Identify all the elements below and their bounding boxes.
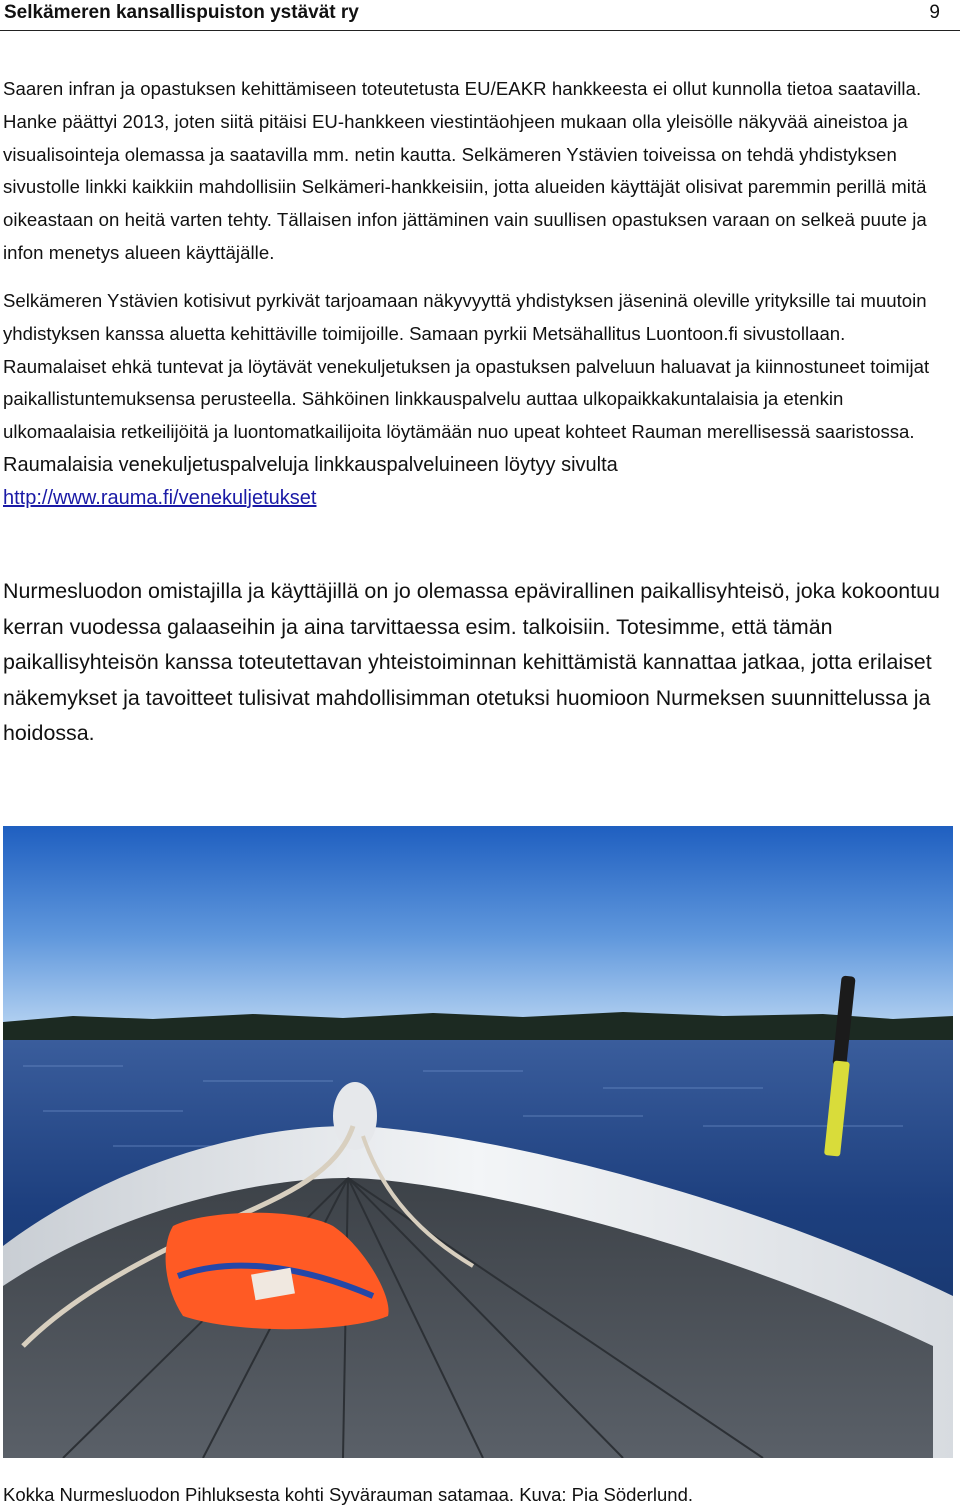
venekuljetus-text: Raumalaisia venekuljetuspalveluja linkkauspalveluineen löytyy sivulta (3, 453, 618, 476)
photo-caption: Kokka Nurmesluodon Pihluksesta kohti Syvärauman satamaa. Kuva: Pia Söderlund. (3, 1484, 694, 1505)
document-title: Selkämeren kansallispuiston ystävät ry (4, 2, 359, 23)
sky (3, 826, 953, 1026)
paragraph-websites-text: Selkämeren Ystävien kotisivut pyrkivät tarjoamaan näkyvyyttä yhdistyksen jäseninä oleville yrityksille tai muutoin yhdistyksen kanssa aluetta kehittäville toimijoille. Samaan pyrkii Metsähallitus Luontoon.fi sivustollaan. Raumalaiset ehkä tuntevat ja löytävät venekuljetuksen ja opastuksen palveluun haluavat ja kiinnostuneet toimijat paikallistuntemuksensa perusteella. Sähköinen linkkauspalvelu auttaa ulkopaikkakuntalaisia ja etenkin ulkomaalaisia retkeilijöitä ja luontomatkailijoita löytämään nuo upeat kohteet Rauman merellisessä saaristossa. (3, 290, 930, 443)
boat-bow-photo (3, 826, 953, 1458)
paragraph-websites (3, 285, 953, 515)
page-number: 9 (929, 2, 940, 23)
bow-cleat (333, 1082, 377, 1150)
venekuljetukset-link[interactable]: http://www.rauma.fi/venekuljetukset (3, 486, 317, 509)
page-header (0, 0, 960, 31)
paragraph-community: Nurmesluodon omistajilla ja käyttäjillä on jo olemassa epävirallinen paikallisyhteisö, joka kokoontuu kerran vuodessa galaaseihin ja aina tarvittaessa esim. talkoisiin. Totesimme, että tämän paikallisyhteisön kanssa toteutettavan yhteistoiminnan kehittämistä kannattaa jatkaa, jotta erilaiset näkemykset ja tavoitteet tulisivat mahdollisimman otetuksi huomioon Nurmeksen suunnittelussa ja hoidossa. (3, 579, 940, 745)
paragraph-infra: Saaren infran ja opastuksen kehittämiseen toteutetusta EU/EAKR hankkeesta ei ollut kunnolla tietoa saatavilla. Hanke päättyi 2013, joten siitä pitäisi EU-hankkeen viestintäohjeen mukaan olla yleisölle näkyvää aineistoa ja visualisointeja olemassa ja saatavilla mm. netin kautta. Selkämeren Ystävien toiveissa on tehdä yhdistyksen sivustolle linkki kaikkiin mahdollisiin Selkämeri-hankkeisiin, jotta alueiden käyttäjät olisivat paremmin perillä mitä oikeastaan on heitä varten tehty. Tällaisen infon jättäminen vain suullisen opastuksen varaan on selkeä puute ja infon menetys alueen käyttäjälle. (3, 78, 927, 263)
